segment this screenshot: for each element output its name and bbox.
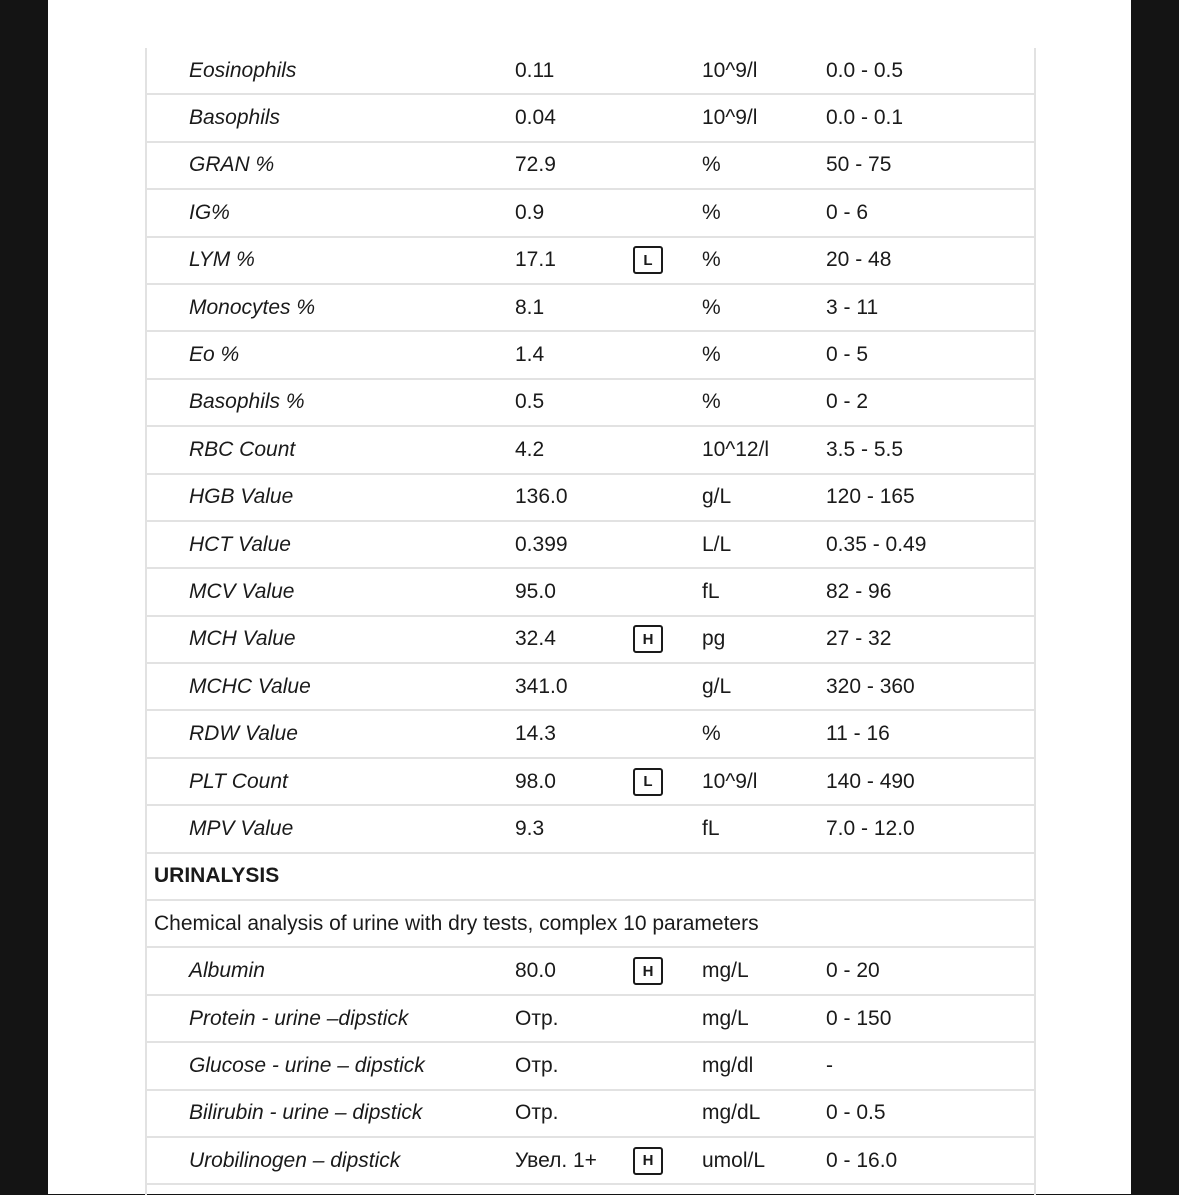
test-unit: mg/dl (702, 1053, 754, 1077)
test-name: Eosinophils (189, 58, 297, 82)
result-row (147, 332, 1034, 379)
test-name: Protein - urine –dipstick (189, 1006, 409, 1030)
test-unit: 10^9/l (702, 58, 758, 82)
result-row (147, 190, 1034, 237)
report-page (48, 0, 1131, 1194)
test-value: 72.9 (515, 153, 556, 177)
test-value: 80.0 (515, 959, 556, 983)
reference-range: 20 - 48 (826, 248, 892, 272)
test-value: Увел. 1+ (515, 1148, 597, 1172)
result-row (147, 569, 1034, 616)
test-name: Albumin (189, 959, 265, 983)
test-unit: L/L (702, 532, 732, 556)
test-value: 0.5 (515, 390, 545, 414)
reference-range: 0 - 6 (826, 200, 869, 224)
test-unit: pg (702, 627, 726, 651)
test-value: 14.3 (515, 722, 556, 746)
result-row (147, 95, 1034, 142)
urinalysis-section-header (147, 854, 1034, 901)
test-unit: % (702, 200, 721, 224)
test-name: MPV Value (189, 816, 294, 840)
test-value: Отр. (515, 1053, 559, 1077)
test-unit: mg/L (702, 1006, 749, 1030)
test-name: GRAN % (189, 153, 275, 177)
test-unit: 10^9/l (702, 769, 758, 793)
test-name: Monocytes % (189, 295, 316, 319)
test-value: Отр. (515, 1101, 559, 1125)
test-unit: mg/dL (702, 1101, 761, 1125)
test-unit: g/L (702, 485, 732, 509)
reference-range: 3 - 11 (826, 295, 879, 319)
reference-range: 120 - 165 (826, 485, 915, 509)
reference-range: 0 - 0.5 (826, 1101, 886, 1125)
reference-range: 11 - 16 (826, 722, 890, 746)
result-row (147, 48, 1034, 95)
reference-range: 0 - 2 (826, 390, 869, 414)
test-unit: % (702, 722, 721, 746)
test-value: Отр. (515, 1006, 559, 1030)
result-row (147, 711, 1034, 758)
test-name: RDW Value (189, 722, 298, 746)
test-name: Urobilinogen – dipstick (189, 1148, 401, 1172)
test-name: Basophils % (189, 390, 305, 414)
test-name: Bilirubin - urine – dipstick (189, 1101, 423, 1125)
result-row (147, 1091, 1034, 1138)
test-unit: fL (702, 816, 720, 840)
test-unit: umol/L (702, 1148, 766, 1172)
test-unit: % (702, 390, 721, 414)
abnormal-flag-badge: H (633, 625, 663, 653)
test-unit: % (702, 153, 721, 177)
reference-range: 0.0 - 0.1 (826, 106, 904, 130)
results-table (145, 48, 1036, 1195)
reference-range: 0 - 150 (826, 1006, 892, 1030)
test-name: MCHC Value (189, 674, 311, 698)
test-name: Eo % (189, 343, 240, 367)
result-row (147, 285, 1034, 332)
test-value: 0.11 (515, 58, 555, 82)
panel-description: Chemical analysis of urine with dry tests, complex 10 parameters (154, 911, 759, 935)
test-name: RBC Count (189, 437, 296, 461)
reference-range: - (826, 1053, 833, 1077)
test-value: 8.1 (515, 295, 545, 319)
test-value: 32.4 (515, 627, 556, 651)
reference-range: 3.5 - 5.5 (826, 437, 904, 461)
result-row (147, 475, 1034, 522)
urinalysis-panel-description (147, 901, 1034, 948)
test-name: HCT Value (189, 532, 291, 556)
result-row (147, 1138, 1034, 1185)
result-row (147, 617, 1034, 664)
reference-range: 320 - 360 (826, 674, 915, 698)
result-row (147, 427, 1034, 474)
test-unit: 10^9/l (702, 106, 758, 130)
reference-range: 50 - 75 (826, 153, 892, 177)
test-name: LYM % (189, 248, 255, 272)
result-row (147, 996, 1034, 1043)
test-value: 17.1 (515, 248, 556, 272)
reference-range: 82 - 96 (826, 579, 892, 603)
result-row (147, 143, 1034, 190)
test-unit: % (702, 295, 721, 319)
test-name: Glucose - urine – dipstick (189, 1053, 425, 1077)
test-unit: g/L (702, 674, 732, 698)
result-row (147, 522, 1034, 569)
test-unit: fL (702, 579, 720, 603)
abnormal-flag-badge: L (633, 768, 663, 796)
urine-results (147, 948, 1034, 1185)
abnormal-flag-badge: H (633, 957, 663, 985)
reference-range: 7.0 - 12.0 (826, 816, 915, 840)
result-row (147, 238, 1034, 285)
result-row (147, 759, 1034, 806)
test-name: HGB Value (189, 485, 294, 509)
test-name: Basophils (189, 106, 281, 130)
test-value: 341.0 (515, 674, 568, 698)
section-title: URINALYSIS (154, 864, 280, 888)
test-unit: mg/L (702, 959, 749, 983)
test-value: 98.0 (515, 769, 556, 793)
reference-range: 0.0 - 0.5 (826, 58, 904, 82)
test-name: IG% (189, 200, 230, 224)
test-value: 1.4 (515, 343, 545, 367)
result-row (147, 380, 1034, 427)
reference-range: 0.35 - 0.49 (826, 532, 927, 556)
reference-range: 27 - 32 (826, 627, 892, 651)
test-value: 0.399 (515, 532, 568, 556)
test-value: 0.9 (515, 200, 545, 224)
reference-range: 0 - 20 (826, 959, 880, 983)
test-unit: 10^12/l (702, 437, 770, 461)
abnormal-flag-badge: H (633, 1147, 663, 1175)
test-unit: % (702, 343, 721, 367)
reference-range: 0 - 5 (826, 343, 869, 367)
test-value: 136.0 (515, 485, 568, 509)
test-value: 0.04 (515, 106, 556, 130)
blood-results (147, 48, 1034, 854)
result-row (147, 806, 1034, 853)
result-row (147, 664, 1034, 711)
test-unit: % (702, 248, 721, 272)
test-name: MCH Value (189, 627, 296, 651)
test-value: 95.0 (515, 579, 556, 603)
result-row (147, 948, 1034, 995)
test-name: PLT Count (189, 769, 288, 793)
test-name: MCV Value (189, 579, 295, 603)
test-value: 9.3 (515, 816, 545, 840)
reference-range: 140 - 490 (826, 769, 915, 793)
reference-range: 0 - 16.0 (826, 1148, 898, 1172)
test-value: 4.2 (515, 437, 545, 461)
abnormal-flag-badge: L (633, 246, 663, 274)
result-row (147, 1043, 1034, 1090)
